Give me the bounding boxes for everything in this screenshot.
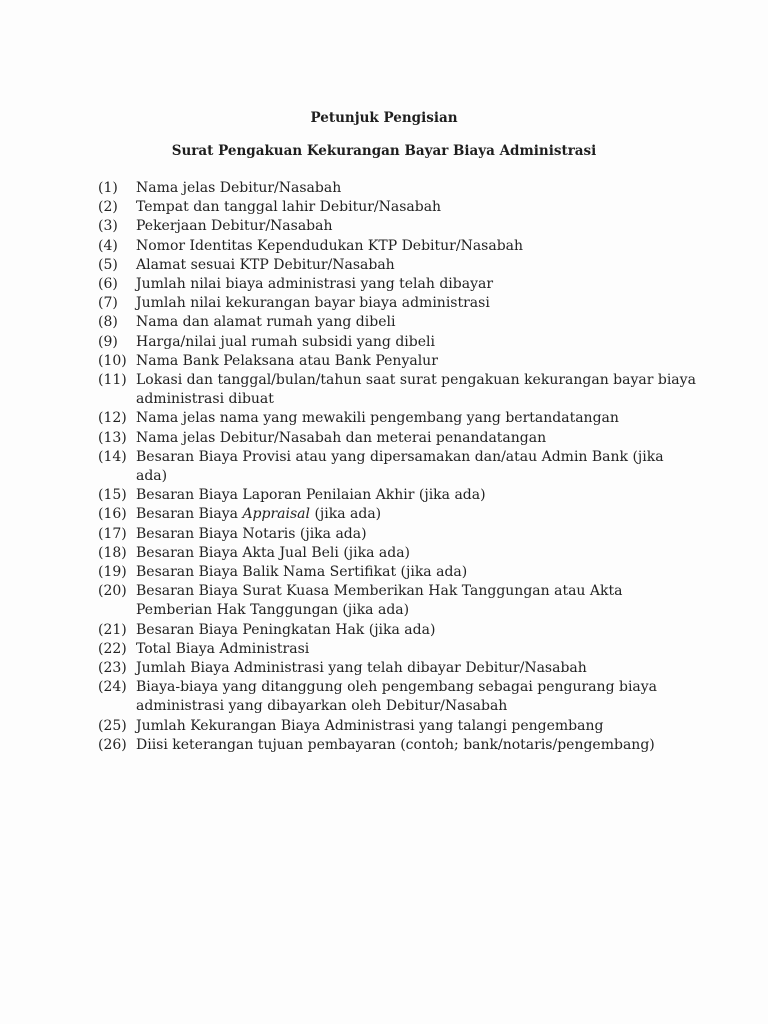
item-text-suffix: (jika ada) (310, 506, 382, 523)
list-item (98, 678, 698, 716)
item-text: Jumlah nilai biaya administrasi yang telah dibayar (136, 276, 494, 293)
item-number: (5) (98, 256, 118, 273)
list-item (98, 237, 698, 256)
item-text: Tempat dan tanggal lahir Debitur/Nasabah (136, 199, 442, 216)
list-item (98, 313, 698, 332)
list-item (98, 275, 698, 294)
item-text: Alamat sesuai KTP Debitur/Nasabah (136, 256, 395, 273)
item-number: (13) (98, 429, 127, 446)
list-item (98, 409, 698, 428)
list-item (98, 198, 698, 217)
list-item (98, 294, 698, 313)
item-number: (22) (98, 640, 127, 657)
item-text: Total Biaya Administrasi (136, 640, 310, 657)
item-text (136, 505, 698, 524)
item-number: (25) (98, 717, 127, 734)
list-item (98, 429, 698, 448)
item-number: (20) (98, 583, 127, 600)
item-number: (1) (98, 180, 118, 196)
item-number: (26) (98, 736, 127, 753)
list-item (98, 563, 698, 582)
item-number: (16) (98, 506, 127, 523)
item-text: Nomor Identitas Kependudukan KTP Debitur/Nasabah (136, 237, 524, 254)
item-text: Biaya-biaya yang ditanggung oleh pengembang sebagai pengurang biaya administrasi yang dibayarkan oleh Debitur/Nasabah (136, 679, 658, 715)
list-item (98, 525, 698, 544)
item-number: (2) (98, 199, 118, 216)
list-item (98, 352, 698, 371)
item-number: (8) (98, 314, 118, 331)
list-item (98, 179, 698, 198)
item-number: (11) (98, 372, 127, 389)
item-number: (14) (98, 448, 127, 465)
list-item (98, 582, 698, 620)
item-number: (7) (98, 295, 118, 312)
item-text: Nama jelas Debitur/Nasabah dan meterai penandatangan (136, 429, 547, 446)
item-number: (19) (98, 564, 127, 581)
document-title: Petunjuk Pengisian (310, 110, 458, 126)
list-item (98, 486, 698, 505)
item-number: (24) (98, 679, 127, 696)
item-number: (12) (98, 410, 127, 427)
item-number: (3) (98, 218, 118, 235)
item-text: Besaran Biaya Laporan Penilaian Akhir (jika ada) (136, 487, 486, 504)
list-item (98, 736, 698, 755)
document-subtitle: Surat Pengakuan Kekurangan Bayar Biaya Administrasi (171, 143, 597, 159)
item-text: Jumlah Kekurangan Biaya Administrasi yang talangi pengembang (136, 717, 604, 734)
instruction-list (98, 179, 698, 755)
item-text: Nama jelas Debitur/Nasabah (136, 180, 342, 196)
item-number: (9) (98, 333, 118, 350)
item-number: (23) (98, 660, 127, 677)
item-number: (15) (98, 487, 127, 504)
item-text: Jumlah nilai kekurangan bayar biaya administrasi (136, 295, 490, 312)
list-item (98, 659, 698, 678)
item-text: Besaran Biaya Notaris (jika ada) (136, 525, 367, 542)
item-text: Lokasi dan tanggal/bulan/tahun saat surat pengakuan kekurangan bayar biaya administrasi dibuat (136, 372, 696, 408)
item-number: (6) (98, 276, 118, 293)
item-number: (21) (98, 621, 127, 638)
item-text-italic: Appraisal (242, 506, 310, 523)
item-text: Jumlah Biaya Administrasi yang telah dibayar Debitur/Nasabah (136, 660, 587, 677)
list-item (98, 333, 698, 352)
list-item (98, 640, 698, 659)
item-text: Besaran Biaya Surat Kuasa Memberikan Hak Tanggungan atau Akta Pemberian Hak Tanggungan (jika ada) (136, 583, 623, 619)
list-item (98, 544, 698, 563)
item-text: Besaran Biaya Akta Jual Beli (jika ada) (136, 544, 411, 561)
list-item (98, 448, 698, 486)
list-item (98, 505, 698, 524)
list-item (98, 217, 698, 236)
list-item (98, 371, 698, 409)
item-text: Nama dan alamat rumah yang dibeli (136, 314, 396, 331)
item-text: Harga/nilai jual rumah subsidi yang dibeli (136, 333, 435, 350)
item-text: Besaran Biaya Provisi atau yang dipersamakan dan/atau Admin Bank (jika ada) (136, 448, 664, 485)
list-item (98, 256, 698, 275)
list-item (98, 717, 698, 736)
item-number: (10) (98, 352, 127, 369)
item-text: Besaran Biaya Peningkatan Hak (jika ada) (136, 621, 436, 638)
item-number: (17) (98, 525, 127, 542)
item-text-prefix: Besaran Biaya (136, 506, 243, 523)
item-number: (4) (98, 237, 118, 254)
list-item (98, 621, 698, 640)
item-text: Nama Bank Pelaksana atau Bank Penyalur (136, 352, 438, 369)
item-text: Nama jelas nama yang mewakili pengembang yang bertandatangan (136, 410, 619, 427)
item-text: Pekerjaan Debitur/Nasabah (136, 218, 333, 235)
item-text: Besaran Biaya Balik Nama Sertifikat (jika ada) (136, 564, 468, 581)
item-text: Diisi keterangan tujuan pembayaran (contoh; bank/notaris/pengembang) (136, 736, 655, 753)
item-number: (18) (98, 544, 127, 561)
